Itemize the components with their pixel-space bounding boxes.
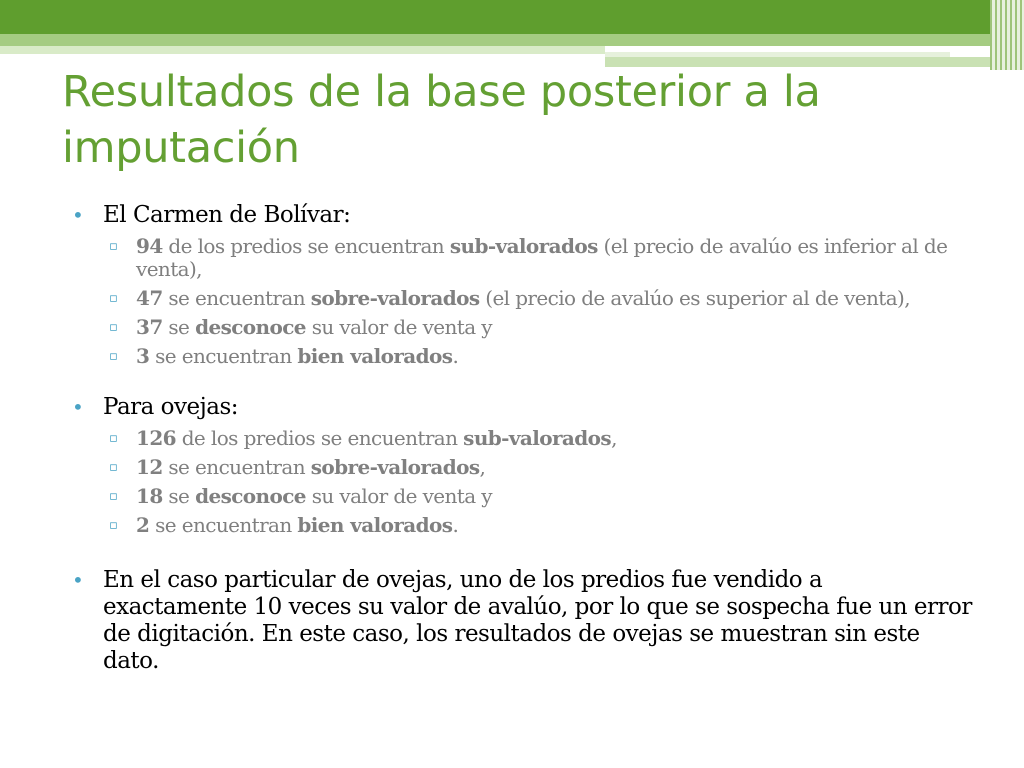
spacer: [72, 543, 972, 567]
sub-bullet-icon: ▫: [109, 431, 118, 446]
item-keyword: bien valorados: [297, 344, 453, 368]
item-keyword: desconoce: [195, 315, 306, 339]
item-keyword: sub-valorados: [449, 234, 598, 258]
sub-bullet-icon: ▫: [109, 518, 118, 533]
item-text: se: [162, 484, 196, 508]
item-text: ,: [479, 455, 486, 479]
item-text: se: [162, 315, 196, 339]
header-band-light: [0, 46, 605, 54]
list-item: [72, 514, 972, 537]
note-text: En el caso particular de ovejas, uno de los predios fue vendido a exactamente 10 veces su valor de avalúo, por lo que se sospecha fue un error de digitación. En este caso, los resultados de ovejas se muestran sin este dato.: [103, 567, 972, 674]
item-text: se encuentran: [149, 513, 298, 537]
item-keyword: sobre-valorados: [310, 455, 480, 479]
list-item: [72, 287, 972, 310]
item-number: 47: [136, 286, 163, 310]
item-number: 12: [136, 455, 163, 479]
bullet-icon: •: [72, 568, 84, 592]
slide-title: Resultados de la base posterior a la imputación: [62, 67, 821, 173]
item-number: 2: [136, 513, 150, 537]
item-text: su valor de venta y: [305, 315, 493, 339]
item-number: 18: [136, 484, 163, 508]
sub-bullet-icon: ▫: [109, 349, 118, 364]
item-keyword: sobre-valorados: [310, 286, 480, 310]
slide-content: [72, 202, 972, 675]
item-number: 94: [136, 234, 163, 258]
bullet-icon: •: [72, 203, 84, 227]
section-heading: Para ovejas:: [103, 394, 239, 420]
header-band-secondary: [0, 34, 1024, 46]
sub-bullet-icon: ▫: [109, 320, 118, 335]
spacer: [72, 374, 972, 394]
sub-bullet-icon: ▫: [109, 239, 118, 254]
item-text: (el precio de avalúo es inferior al de venta),: [136, 234, 948, 281]
item-number: 3: [136, 344, 150, 368]
list-item: [72, 316, 972, 339]
item-keyword: sub-valorados: [463, 426, 612, 450]
list-item: [72, 456, 972, 479]
sublist-ovejas: [72, 427, 972, 537]
bullet-el-carmen: [72, 202, 972, 229]
bullet-note: [72, 567, 972, 675]
item-text: .: [452, 344, 459, 368]
item-text: de los predios se encuentran: [175, 426, 464, 450]
section-heading: El Carmen de Bolívar:: [103, 202, 351, 228]
item-text: se encuentran: [162, 286, 311, 310]
item-text: (el precio de avalúo es superior al de venta),: [479, 286, 911, 310]
item-keyword: bien valorados: [297, 513, 453, 537]
list-item: [72, 345, 972, 368]
sub-bullet-icon: ▫: [109, 460, 118, 475]
header-band: [0, 0, 1024, 34]
item-keyword: desconoce: [195, 484, 306, 508]
bullet-icon: •: [72, 395, 84, 419]
item-number: 126: [136, 426, 176, 450]
item-text: ,: [611, 426, 617, 450]
item-number: 37: [136, 315, 163, 339]
item-text: de los predios se encuentran: [162, 234, 450, 258]
item-text: se encuentran: [162, 455, 311, 479]
sublist-el-carmen: [72, 235, 972, 368]
header-stripes: [990, 0, 1024, 70]
item-text: su valor de venta y: [305, 484, 493, 508]
sub-bullet-icon: ▫: [109, 489, 118, 504]
bullet-para-ovejas: [72, 394, 972, 421]
list-item: [72, 235, 972, 281]
item-text: .: [452, 513, 459, 537]
list-item: [72, 485, 972, 508]
item-text: se encuentran: [149, 344, 298, 368]
sub-bullet-icon: ▫: [109, 291, 118, 306]
list-item: [72, 427, 972, 450]
